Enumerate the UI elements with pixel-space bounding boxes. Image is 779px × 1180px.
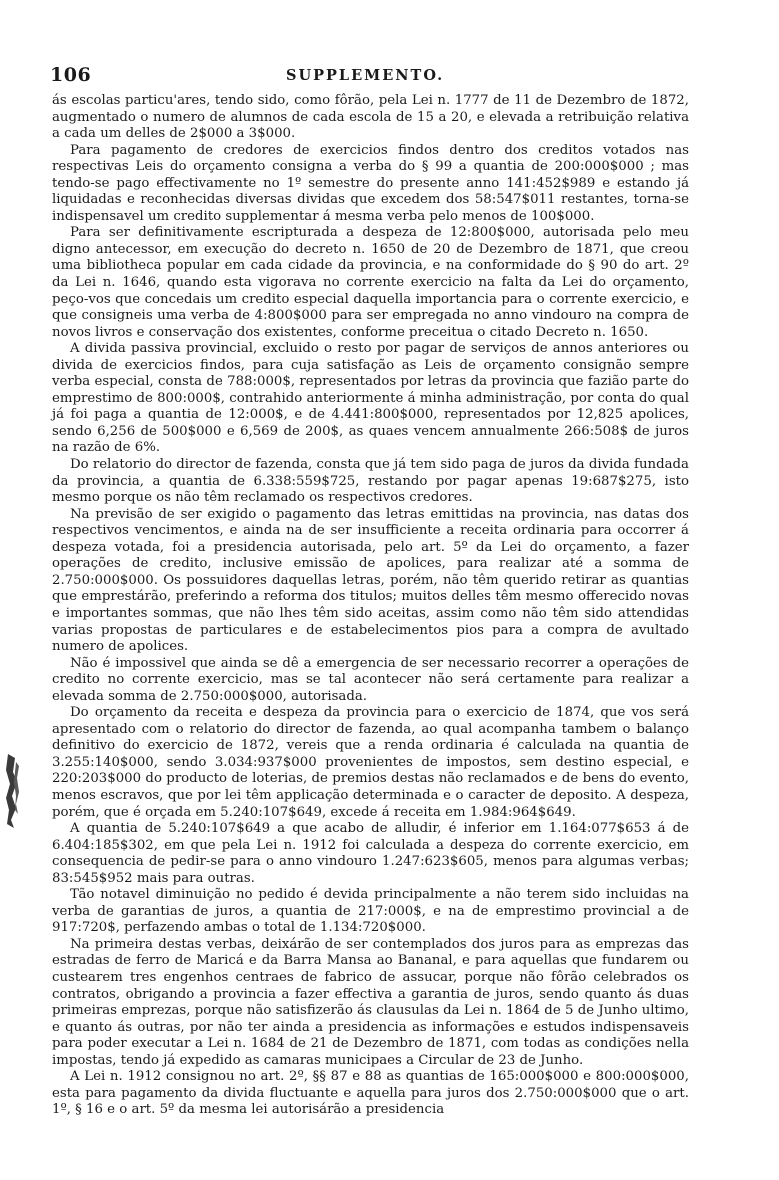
paragraph: Do orçamento da receita e despeza da provincia para o exercicio de 1874, que vos será apresentado com o relatorio do director de fazenda, ao qual acompanha tambem o balanço definitivo do exercicio de 1872, vereis que a renda ordinaria é calculada na quantia de 3.255:140$000, sendo 3.034:937$000 provenientes de impostos, sem destino especial, e 220:203$000 do producto de loterias, de premios destas não reclamados e de bens do evento, menos escravos, que por lei têm applicação determinada e o caracter de deposito. A despeza, porém, que é orçada em 5.240:107$649, excede á receita em 1.984:964$649. xyxy=(52,705,689,820)
body-text xyxy=(52,93,689,1119)
paragraph: A divida passiva provincial, excluido o resto por pagar de serviços de annos anteriores ou divida de exercicios findos, para cuja satisfação as Leis de orçamento consignão sempre verba especial, consta de 788:000$, representados por letras da provincia que fazião parte do emprestimo de 800:000$, contrahido anteriormente á minha administração, por conta do qual já foi paga a quantia de 12:000$, e de 4.441:800$000, representados por 12,825 apolices, sendo 6,256 de 500$000 e 6,569 de 200$, as quaes vencem annualmente 266:508$ de juros na razão de 6%. xyxy=(52,341,689,456)
paragraph: Para ser definitivamente escripturada a despeza de 12:800$000, autorisada pelo meu digno antecessor, em execução do decreto n. 1650 de 20 de Dezembro de 1871, que creou uma bibliotheca popular em cada cidade da provincia, e na conformidade do § 90 do art. 2º da Lei n. 1646, quando esta vigorava no corrente exercicio na falta da Lei do orçamento, peço-vos que concedais um credito especial daquella importancia para o corrente exercicio, e que consigneis uma verba de 4:800$000 para ser empregada no anno vindouro na compra de novos livros e conservação dos existentes, conforme preceitua o citado Decreto n. 1650. xyxy=(52,225,689,340)
page-number: 106 xyxy=(50,64,92,86)
paragraph: ás escolas particu'ares, tendo sido, como fôrão, pela Lei n. 1777 de 11 de Dezembro de 1872, augmentado o numero de alumnos de cada escola de 15 a 20, e elevada a retribuição relativa a cada um delles de 2$000 a 3$000. xyxy=(52,93,689,142)
paragraph: A Lei n. 1912 consignou no art. 2º, §§ 87 e 88 as quantias de 165:000$000 e 800:000$000, esta para pagamento da divida fluctuante e aquella para juros dos 2.750:000$000 que o art. 1º, § 16 e o art. 5º da mesma lei autorisárão a presidencia xyxy=(52,1069,689,1118)
running-title: SUPPLEMENTO. xyxy=(286,67,445,84)
margin-stamp-mark xyxy=(4,752,20,830)
paragraph: Para pagamento de credores de exercicios findos dentro dos creditos votados nas respectivas Leis do orçamento consigna a verba do § 99 a quantia de 200:000$000 ; mas tendo-se pago effectivamente no 1º semestre do presente anno 141:452$989 e estando já liquidadas e reconhecidas diversas dividas que excedem dos 58:547$011 restantes, torna-se indispensavel um credito supplementar á mesma verba pelo menos de 100$000. xyxy=(52,142,689,224)
paragraph: Tão notavel diminuição no pedido é devida principalmente a não terem sido incluidas na verba de garantias de juros, a quantia de 217:000$, e na de emprestimo provincial a de 917:720$, perfazendo ambas o total de 1.134:720$000. xyxy=(52,887,689,936)
paragraph: A quantia de 5.240:107$649 a que acabo de alludir, é inferior em 1.164:077$653 á de 6.404:185$302, em que pela Lei n. 1912 foi calculada a despeza do corrente exercicio, em consequencia de pedir-se para o anno vindouro 1.247:623$605, menos para algumas verbas; 83:545$952 mais para outras. xyxy=(52,821,689,886)
paragraph: Não é impossivel que ainda se dê a emergencia de ser necessario recorrer a operações de credito no corrente exercicio, mas se tal acontecer não será certamente para realizar a elevada somma de 2.750:000$000, autorisada. xyxy=(52,655,689,704)
page-header xyxy=(50,64,690,88)
paragraph: Na primeira destas verbas, deixárão de ser contemplados dos juros para as emprezas das estradas de ferro de Maricá e da Barra Mansa ao Bananal, e para aquellas que fundarem ou custearem tres engenhos centraes de fabrico de assucar, porque não fôrão celebrados os contratos, obrigando a provincia a fazer effectiva a garantia de juros, sendo quanto ás duas primeiras emprezas, porque não satisfizerão ás clausulas da Lei n. 1864 de 5 de Junho ultimo, e quanto ás outras, por não ter ainda a presidencia as informações e estudos indispensaveis para poder executar a Lei n. 1684 de 21 de Dezembro de 1871, com todas as condições nella impostas, tendo já expedido as camaras municipaes a Circular de 23 de Junho. xyxy=(52,936,689,1068)
paragraph: Do relatorio do director de fazenda, consta que já tem sido paga de juros da divida fundada da provincia, a quantia de 6.338:559$725, restando por pagar apenas 19:687$275, isto mesmo porque os não têm reclamado os respectivos credores. xyxy=(52,457,689,506)
paragraph: Na previsão de ser exigido o pagamento das letras emittidas na provincia, nas datas dos respectivos vencimentos, e ainda na de ser insufficiente a receita ordinaria para occorrer á despeza votada, foi a presidencia autorisada, pelo art. 5º da Lei do orçamento, a fazer operações de credito, inclusive emissão de apolices, para realizar até a somma de 2.750:000$000. Os possuidores daquellas letras, porém, não têm querido retirar as quantias que emprestárão, preferindo a reforma dos titulos; muitos delles têm mesmo offerecido novas e importantes sommas, que não lhes têm sido aceitas, assim como não têm sido attendidas varias propostas de particulares e de estabelecimentos pios para a compra de avultado numero de apolices. xyxy=(52,506,689,655)
